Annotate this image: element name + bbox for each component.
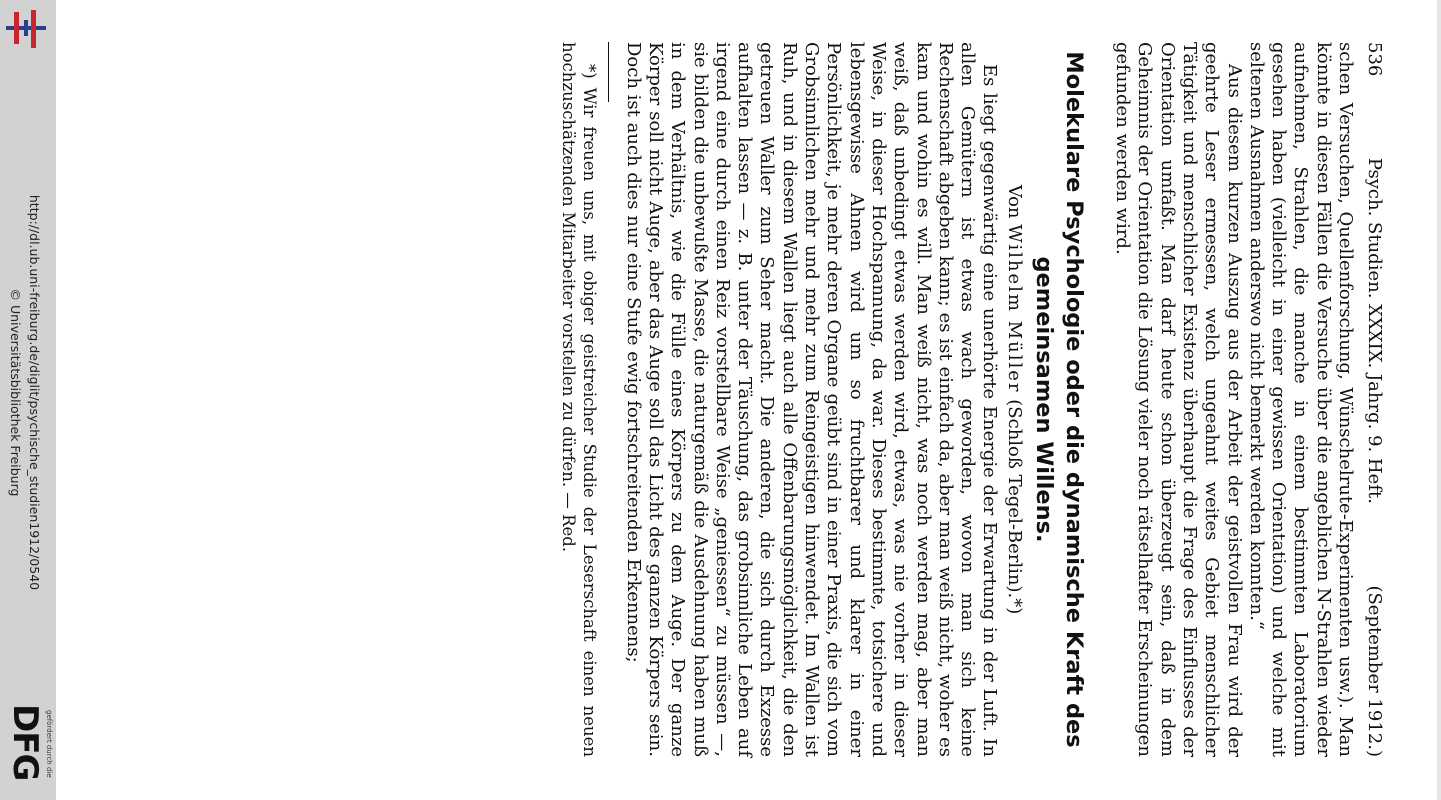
author-name: Wilhelm Müller — [1003, 224, 1025, 394]
article-byline — [1002, 42, 1024, 757]
scanned-page — [225, 42, 1385, 757]
footnote: *) Wir freuen uns, mit obiger geistreicher Studie der Leserschaft einen neuen hochzuschätzenden Mitarbeiter vorstellen zu dürfen. — Red. — [559, 42, 600, 757]
byline-prefix: Von — [1003, 184, 1025, 219]
dfg-wordmark: DFG — [5, 704, 45, 781]
dfg-logo — [3, 696, 53, 792]
paragraph: Aus diesem kurzen Auszug aus der Arbeit der geistvollen Frau wird der geehrte Leser ermessen, welch ungeahnt weites Gebiet menschlicher Tätigkeit und menschlicher Existenz überhaupt die Frage des Einflusses der Orientation umfaßt. Man darf heute schon überzeugt sein, daß in dem Geheimnis der Orientation die Lösung vieler noch rätselhafter Erscheinungen gefunden werden wird. — [1112, 42, 1245, 757]
source-citation — [2, 175, 44, 610]
page-number: 536 — [1364, 42, 1385, 77]
running-title: Psych. Studien. XXXIX. Jahrg. 9. Heft. — [1364, 157, 1385, 504]
paragraph: Es liegt gegenwärtig eine unerhörte Energie der Erwartung in der Luft. In allen Gemütern ist etwas wach geworden, wovon man sich keine Rechenschaft abgeben kann; es ist einfach da, aber man weiß nicht, woher es kam und wohin es will. Man weiß nicht, was noch werden mag, aber man weiß, daß unbedingt etwas werden wird, etwas, was nie vorher in dieser Weise, in dieser Hochspannung, da war. Dieses bestimmte, totsichere und lebensgewisse Ahnen wird um so fruchtbarer und klarer in einer Persönlichkeit, je mehr deren Organe geübt sind in einer Praxis, die sich vom Grobsinnlichen mehr und mehr zum Reingeistigen hinwendet. Im Wallen ist Ruh, und in diesem Wallen liegt auch alle Offenbarungsmöglichkeit, die den getreuen Waller zum Seher macht. Die anderen, die sich durch Exzesse aufhalten lassen — z. B. unter der Täuschung, das grobsinnliche Leben auf irgend eine durch einen Reiz vorstellbare Weise „geniessen“ zu müssen —, sie bilden die unbewußte Masse, die naturgemäß die Ausdehnung haben muß in dem Verhältnis, wie die Fülle eines Körpers zu dem Auge. Der ganze Körper soll nicht Auge, aber das Auge soll das Licht des ganzen Körpers sein. Doch ist auch dies nur eine Stufe ewig fortschreitenden Erkennens; — [622, 42, 1001, 757]
source-url[interactable]: http://dl.ub.uni-freiburg.de/diglit/psychische_studien1912/0540 — [27, 194, 42, 591]
dfg-note: gefördert durch die — [45, 710, 53, 778]
byline-location: (Schloß Tegel-Berlin).*) — [1003, 399, 1025, 615]
footnote-divider — [608, 42, 609, 102]
library-logo-icon — [4, 8, 48, 50]
viewer-sidebar — [0, 0, 56, 800]
issue-date: (September 1912.) — [1364, 585, 1385, 757]
paragraph: schen Versuchen, Quellenforschung, Wünschelrute-Experimenten usw.). Man könnte in diesen Fällen die Versuche über die angeblichen N-Strahlen wieder aufnehmen, Strahlen, die manche in einem bestimmten Laboratorium gesehen haben (vielleicht in einer gewissen Orientation) und welche mit seltenen Ausnahmen anderswo nicht bemerkt werden konnten.“ — [1245, 42, 1356, 757]
copyright-notice: © Universitätsbibliothek Freiburg — [8, 288, 23, 497]
article-title: Molekulare Psychologie oder die dynamische Kraft des gemeinsamen Willens. — [1030, 51, 1087, 748]
page-header — [1362, 42, 1385, 757]
scrollbar-track[interactable] — [1437, 0, 1441, 800]
